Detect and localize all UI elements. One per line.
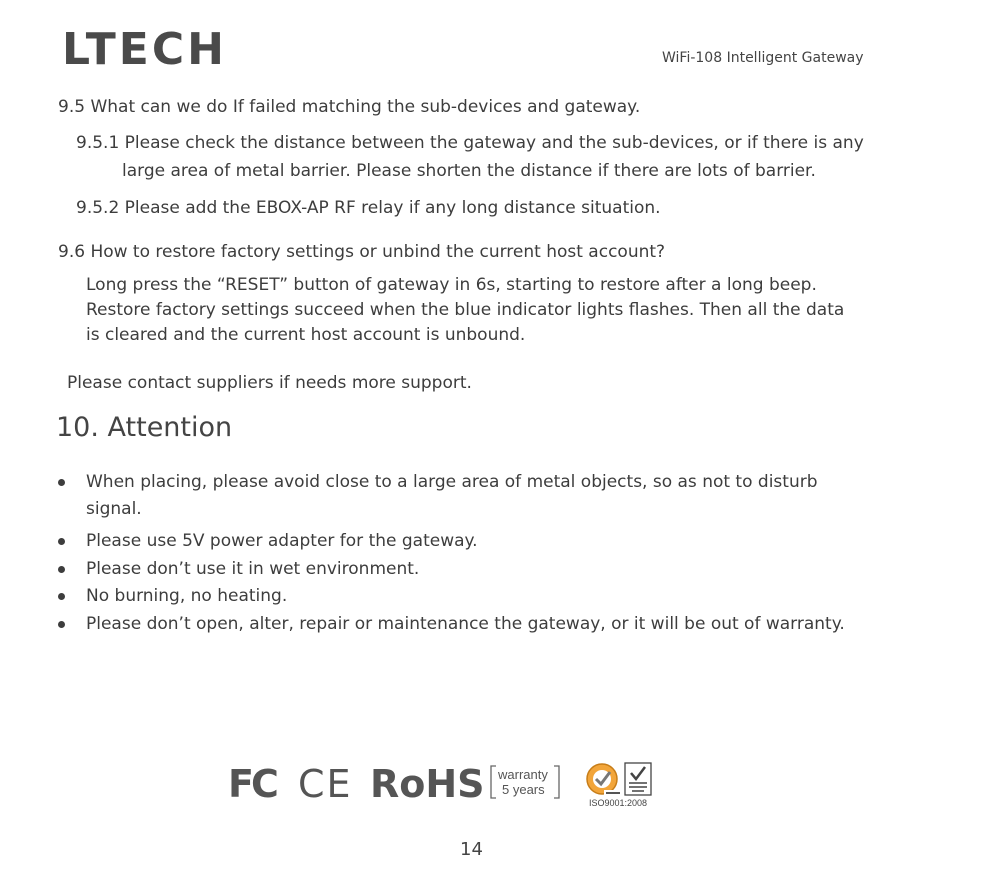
bullet-icon <box>58 538 65 545</box>
attention-item-2: Please use 5V power adapter for the gateway. <box>86 531 478 551</box>
question-9-6-title: 9.6 How to restore factory settings or unbind the current host account? <box>58 242 666 262</box>
ukas-mark-icon <box>624 762 652 796</box>
warranty-years: 5 years <box>502 782 545 797</box>
item-9-5-1-line1: 9.5.1 Please check the distance between the gateway and the sub-devices, or if there is any <box>76 133 864 153</box>
bullet-icon <box>58 566 65 573</box>
question-9-5-title: 9.5 What can we do If failed matching the sub-devices and gateway. <box>58 97 641 117</box>
ltech-logo: LTECH <box>62 24 227 75</box>
answer-9-6-line3: is cleared and the current host account is unbound. <box>86 325 526 345</box>
attention-item-3: Please don’t use it in wet environment. <box>86 559 420 579</box>
attention-item-4: No burning, no heating. <box>86 586 288 606</box>
item-9-5-2: 9.5.2 Please add the EBOX-AP RF relay if any long distance situation. <box>76 198 661 218</box>
warranty-label: warranty <box>498 767 548 782</box>
ce-mark-icon: CE <box>298 762 353 806</box>
bullet-icon <box>58 479 65 486</box>
iso-certification: ISO9001:2008 <box>589 798 648 808</box>
attention-item-5: Please don’t open, alter, repair or maintenance the gateway, or it will be out of warranty. <box>86 614 845 634</box>
rohs-logo-icon: RoHS <box>370 762 485 806</box>
document-title: WiFi-108 Intelligent Gateway <box>662 50 864 66</box>
section-attention-title: 10. Attention <box>56 412 233 443</box>
page-number: 14 <box>460 839 483 860</box>
contact-note: Please contact suppliers if needs more support. <box>67 373 472 393</box>
item-9-5-1-line2: large area of metal barrier. Please shorten the distance if there are lots of barrier. <box>122 161 816 181</box>
attention-item-1-line2: signal. <box>86 499 142 519</box>
bullet-icon <box>58 621 65 628</box>
answer-9-6-line1: Long press the “RESET” button of gateway in 6s, starting to restore after a long beep. <box>86 275 817 295</box>
sgs-seal-icon <box>584 760 624 798</box>
attention-item-1-line1: When placing, please avoid close to a large area of metal objects, so as not to disturb <box>86 472 818 492</box>
answer-9-6-line2: Restore factory settings succeed when the blue indicator lights flashes. Then all the data <box>86 300 845 320</box>
fc-logo-icon: FC <box>228 762 276 806</box>
bullet-icon <box>58 593 65 600</box>
warranty-badge-icon <box>488 764 562 800</box>
